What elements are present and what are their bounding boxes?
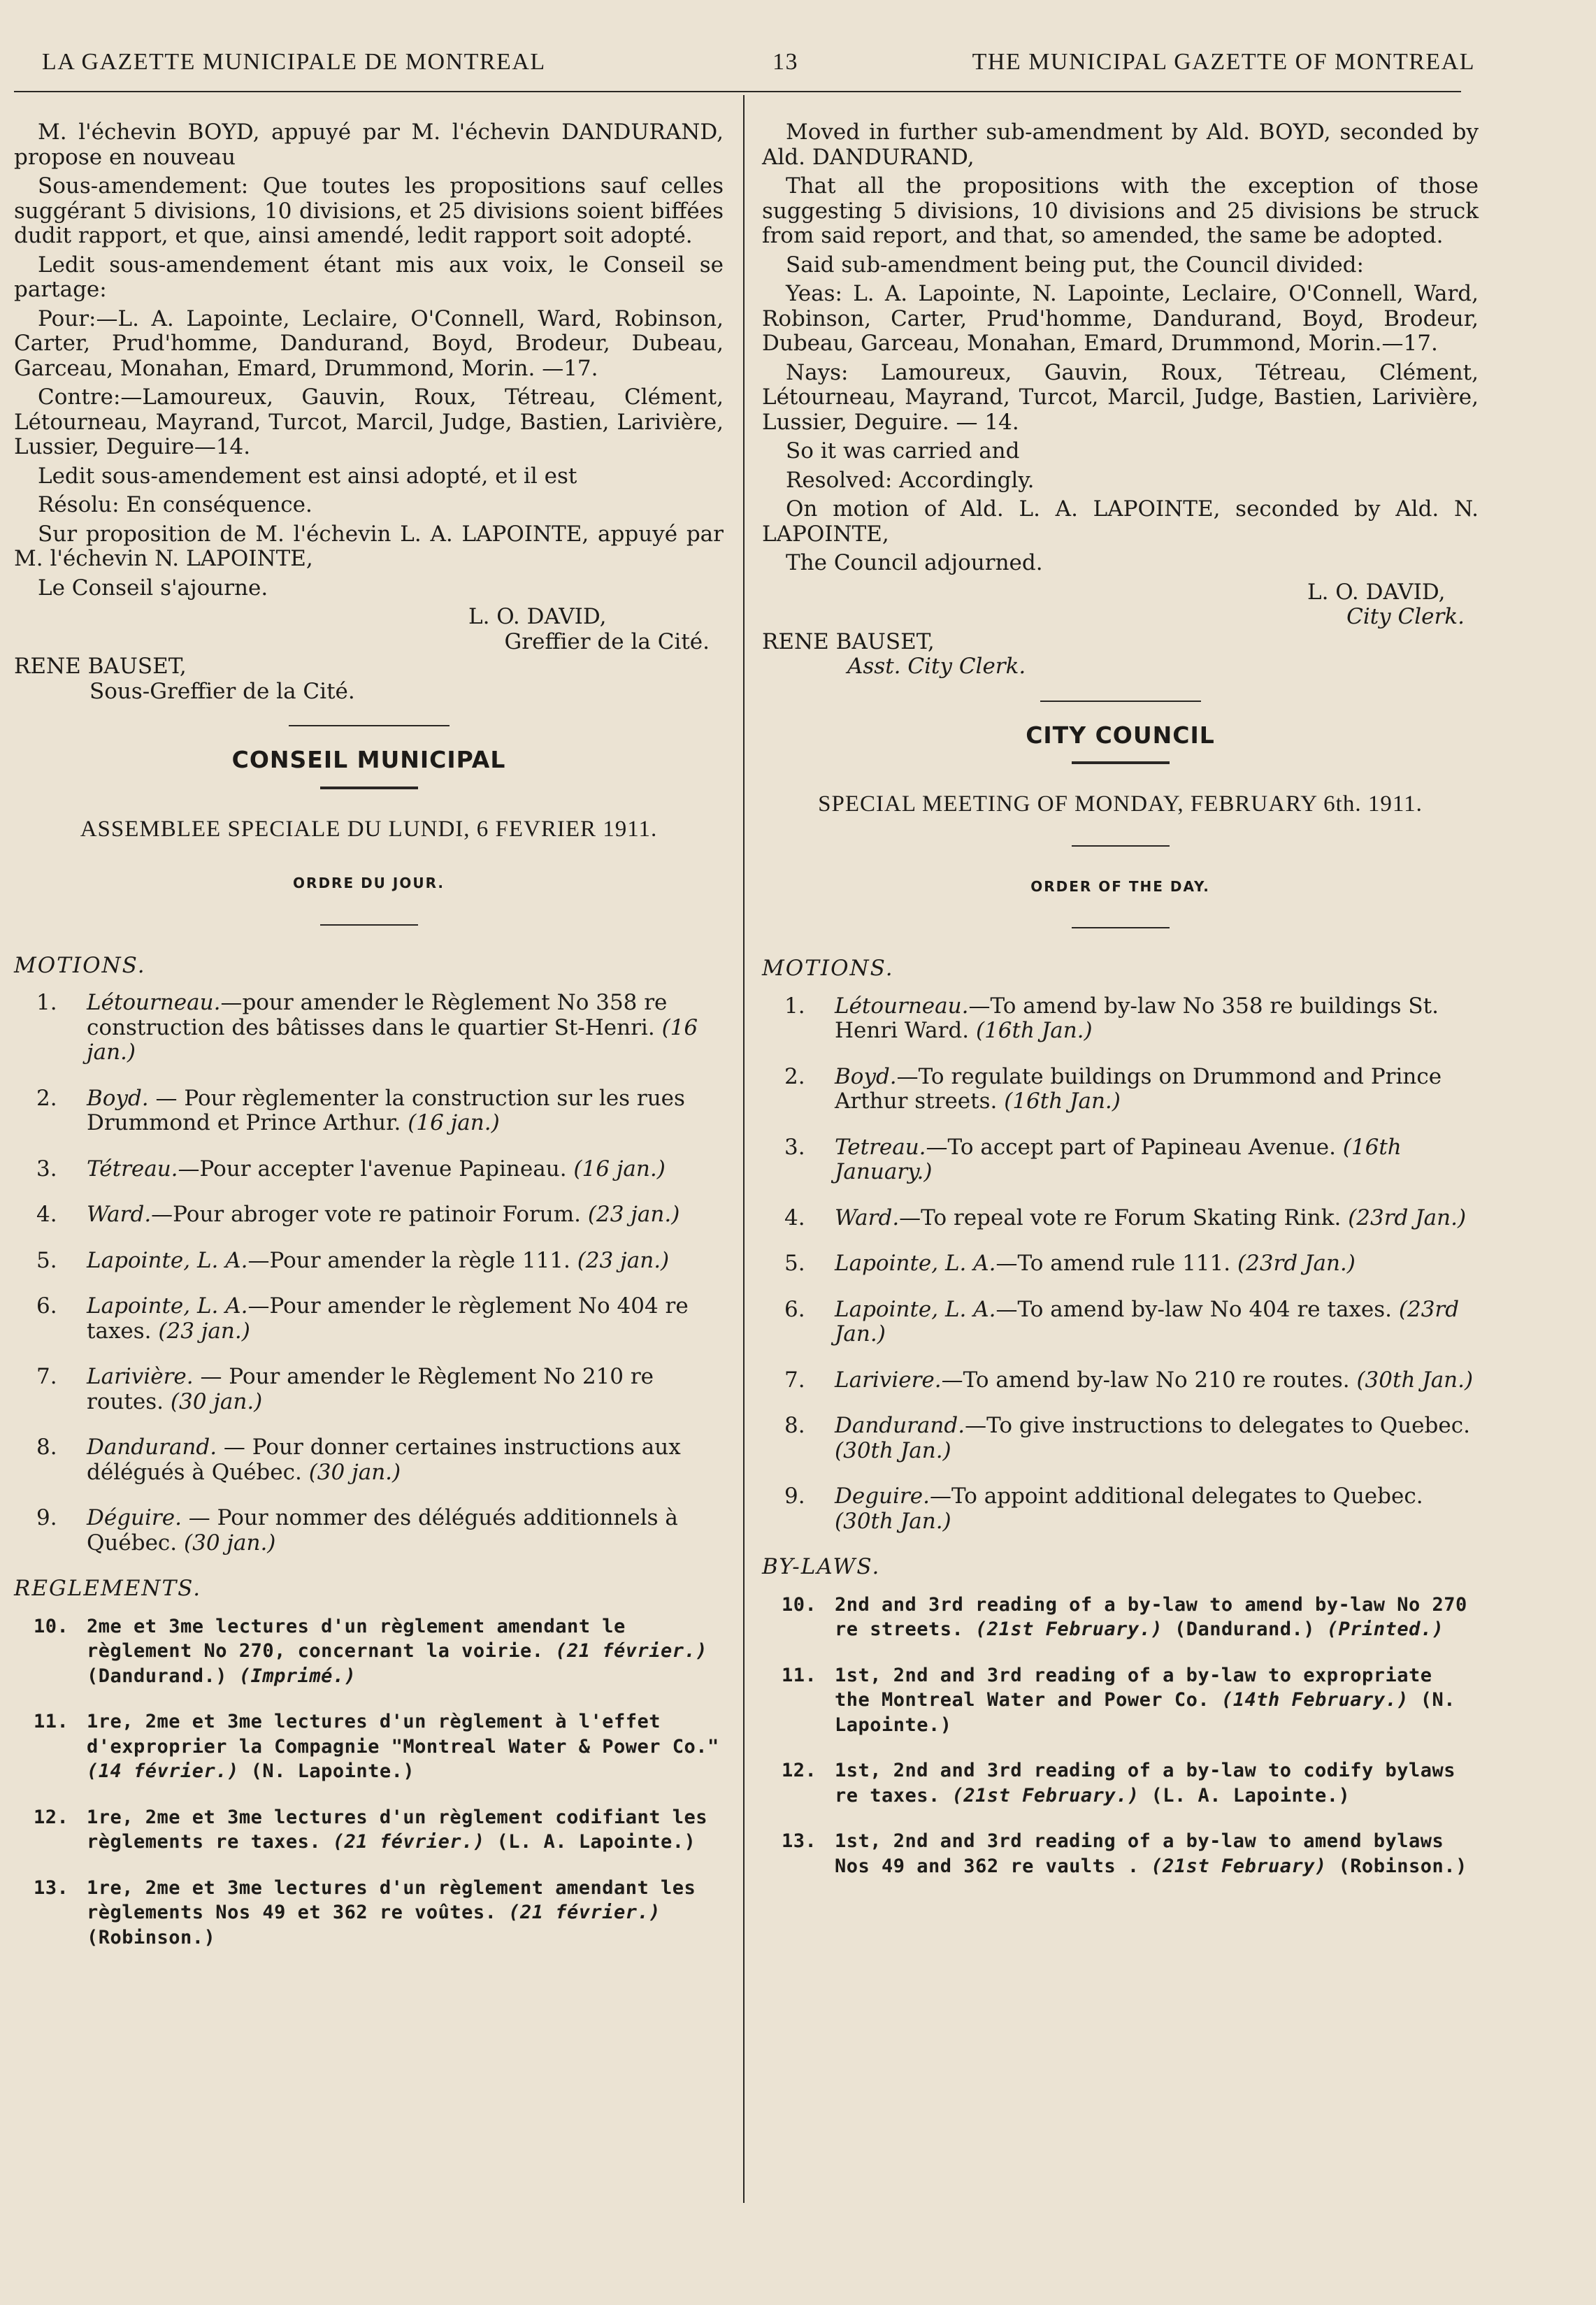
section-heading: CONSEIL MUNICIPAL: [231, 746, 506, 773]
list-item: 4. Ward.—Pour abroger vote re patinoir Forum. (23 jan.): [36, 1202, 680, 1227]
header-rule: [14, 91, 1461, 92]
list-item: 10. 2me et 3me lectures d'un règlement amendant le règlement No 270, concernant la voirie. (21 février.) (Dandurand.) (Imprimé.): [34, 1615, 708, 1687]
header-title-english: THE MUNICIPAL GAZETTE OF MONTREAL: [972, 49, 1475, 75]
order-of-day-heading: ORDER OF THE DAY.: [1030, 877, 1210, 895]
list-item: 8. Dandurand. — Pour donner certaines instructions aux délégués à Québec. (30 jan.): [36, 1435, 681, 1485]
vote-yeas: Yeas: L. A. Lapointe, N. Lapointe, Leclaire, O'Connell, Ward, Robinson, Carter, Prud'homme, Dandurand, Boyd, Brodeur, Dubeau, Garceau, Monahan, Emard, Drummond, Morin.—17.: [762, 281, 1479, 356]
list-item: 5. Lapointe, L. A.—Pour amender la règle 111. (23 jan.): [36, 1247, 670, 1273]
list-item: 13. 1re, 2me et 3me lectures d'un règlement amendant les règlements Nos 49 et 362 re voûtes. (21 février.) (Robinson.): [34, 1876, 696, 1948]
section-heading: CITY COUNCIL: [1026, 721, 1215, 749]
paragraph: Said sub-amendment being put, the Council divided:: [786, 252, 1364, 278]
clerk-name: L. O. DAVID,: [1307, 579, 1446, 605]
list-item: 2. Boyd. — Pour règlementer la construction sur les rues Drummond et Prince Arthur. (16 jan.): [36, 1085, 685, 1135]
paragraph: Sur proposition de M. l'échevin L. A. LAPOINTE, appuyé par M. l'échevin N. LAPOINTE,: [14, 521, 724, 571]
section-rule: [320, 787, 418, 789]
vote-for: Pour:—L. A. Lapointe, Leclaire, O'Connell, Ward, Robinson, Carter, Prud'homme, Dandurand, Boyd, Brodeur, Dubeau, Garceau, Monahan, Emard, Drummond, Morin. —17.: [14, 306, 724, 381]
section-rule: [1072, 761, 1170, 764]
paragraph: Résolu: En conséquence.: [38, 492, 312, 517]
paragraph: The Council adjourned.: [786, 550, 1043, 575]
list-item: 5. Lapointe, L. A.—To amend rule 111. (23rd Jan.): [784, 1251, 1356, 1276]
paragraph: Sous-amendement: Que toutes les propositions sauf celles suggérant 5 divisions, 10 divisions, et 25 divisions soient biffées dudit rapport, et que, ainsi amendé, ledit rapport soit adopté.: [14, 173, 724, 248]
list-item: 7. Lariviere.—To amend by-law No 210 re routes. (30th Jan.): [784, 1367, 1474, 1393]
motions-list: [762, 994, 1479, 1535]
signature-block: [14, 605, 724, 704]
bylaws-label: BY-LAWS.: [762, 1554, 881, 1579]
paragraph: So it was carried and: [786, 438, 1020, 464]
list-item: 1. Létourneau.—pour amender le Règlement No 358 re construction des bâtisses dans le quartier St-Henri. (16 jan.): [36, 990, 698, 1065]
list-item: 11. 1st, 2nd and 3rd reading of a by-law to expropriate the Montreal Water and Power Co. (14th February.) (N. Lapointe.): [782, 1664, 1456, 1736]
paragraph: Ledit sous-amendement est ainsi adopté, et il est: [38, 463, 577, 489]
list-item: 8. Dandurand.—To give instructions to delegates to Quebec. (30th Jan.): [784, 1413, 1470, 1463]
vote-nays: Nays: Lamoureux, Gauvin, Roux, Tétreau, Clément, Létourneau, Mayrand, Turcot, Marcil, Judge, Bastien, Larivière, Lussier, Deguire. — 14.: [762, 359, 1479, 435]
list-item: 3. Tétreau.—Pour accepter l'avenue Papineau. (16 jan.): [36, 1156, 666, 1182]
bylaws-label: REGLEMENTS.: [14, 1576, 202, 1601]
header-title-french: LA GAZETTE MUNICIPALE DE MONTREAL: [42, 49, 546, 75]
list-item: 7. Larivière. — Pour amender le Règlement No 210 re routes. (30 jan.): [36, 1364, 654, 1414]
section-rule: [289, 725, 450, 726]
assistant-clerk-title: Asst. City Clerk.: [847, 654, 1026, 679]
page-number: 13: [772, 49, 798, 75]
section-rule: [1040, 701, 1201, 702]
list-item: 4. Ward.—To repeal vote re Forum Skating Rink. (23rd Jan.): [784, 1205, 1467, 1230]
bylaws-list: [14, 1614, 724, 1951]
vote-against: Contre:—Lamoureux, Gauvin, Roux, Tétreau, Clément, Létourneau, Mayrand, Turcot, Marcil, Judge, Bastien, Larivière, Lussier, Deguire—14.: [14, 385, 724, 459]
section-rule: [1072, 845, 1170, 847]
list-item: 2. Boyd.—To regulate buildings on Drummond and Prince Arthur streets. (16th Jan.): [784, 1063, 1442, 1114]
motions-label: MOTIONS.: [762, 956, 894, 981]
paragraph: Moved in further sub-amendment by Ald. BOYD, seconded by Ald. DANDURAND,: [762, 120, 1479, 170]
list-item: 6. Lapointe, L. A.—To amend by-law No 404 re taxes. (23rd Jan.): [784, 1296, 1460, 1347]
section-rule: [320, 924, 418, 926]
clerk-name: L. O. DAVID,: [468, 604, 607, 629]
list-item: 10. 2nd and 3rd reading of a by-law to amend by-law No 270 re streets. (21st February.) (Dandurand.) (Printed.): [782, 1593, 1467, 1640]
motions-list: [14, 991, 724, 1556]
signature-block: [762, 580, 1479, 680]
paragraph: Le Conseil s'ajourne.: [38, 575, 268, 601]
order-of-day-heading: ORDRE DU JOUR.: [293, 875, 445, 891]
paragraph: Ledit sous-amendement étant mis aux voix, le Conseil se partage:: [14, 252, 724, 302]
list-item: 12. 1re, 2me et 3me lectures d'un règlement codifiant les règlements re taxes. (21 février.) (L. A. Lapointe.): [34, 1806, 708, 1853]
meeting-title: ASSEMBLEE SPECIALE DU LUNDI, 6 FEVRIER 1911.: [80, 816, 658, 842]
list-item: 9. Deguire.—To appoint additional delegates to Quebec. (30th Jan.): [784, 1484, 1423, 1534]
assistant-clerk-name: RENE BAUSET,: [14, 654, 187, 679]
assistant-clerk-title: Sous-Greffier de la Cité.: [89, 678, 355, 704]
list-item: 1. Létourneau.—To amend by-law No 358 re buildings St. Henri Ward. (16th Jan.): [784, 993, 1439, 1043]
meeting-title: SPECIAL MEETING OF MONDAY, FEBRUARY 6th. 1911.: [818, 791, 1423, 817]
assistant-clerk-name: RENE BAUSET,: [762, 629, 935, 654]
minutes-text: [14, 120, 724, 601]
paragraph: That all the propositions with the exception of those suggesting 5 divisions, 10 divisions and 25 divisions be struck from said report, and that, so amended, the same be adopted.: [762, 173, 1479, 248]
paragraph: Resolved: Accordingly.: [786, 467, 1035, 493]
clerk-title: Greffier de la Cité.: [504, 629, 710, 654]
french-column: [14, 120, 724, 1971]
section-rule: [1072, 927, 1170, 928]
paragraph: M. l'échevin BOYD, appuyé par M. l'échevin DANDURAND, propose en nouveau: [14, 120, 724, 170]
paragraph: On motion of Ald. L. A. LAPOINTE, seconded by Ald. N. LAPOINTE,: [762, 496, 1479, 547]
list-item: 9. Déguire. — Pour nommer des délégués additionnels à Québec. (30 jan.): [36, 1505, 678, 1556]
list-item: 12. 1st, 2nd and 3rd reading of a by-law to codify bylaws re taxes. (21st February.) (L. A. Lapointe.): [782, 1760, 1456, 1807]
column-divider: [743, 95, 745, 2203]
motions-label: MOTIONS.: [14, 952, 146, 978]
minutes-text: [762, 120, 1479, 576]
list-item: 3. Tetreau.—To accept part of Papineau Avenue. (16th January.): [784, 1134, 1402, 1184]
page-header: [42, 42, 1475, 84]
list-item: 6. Lapointe, L. A.—Pour amender le règlement No 404 re taxes. (23 jan.): [36, 1293, 689, 1344]
list-item: 11. 1re, 2me et 3me lectures d'un règlement à l'effet d'exproprier la Compagnie "Montreal Water & Power Co." (14 février.) (N. Lapointe.): [34, 1711, 719, 1782]
bylaws-list: [762, 1593, 1479, 1879]
clerk-title: City Clerk.: [1346, 604, 1465, 629]
english-column: [762, 120, 1479, 1900]
list-item: 13. 1st, 2nd and 3rd reading of a by-law to amend bylaws Nos 49 and 362 re vaults . (21st February) (Robinson.): [782, 1830, 1467, 1877]
